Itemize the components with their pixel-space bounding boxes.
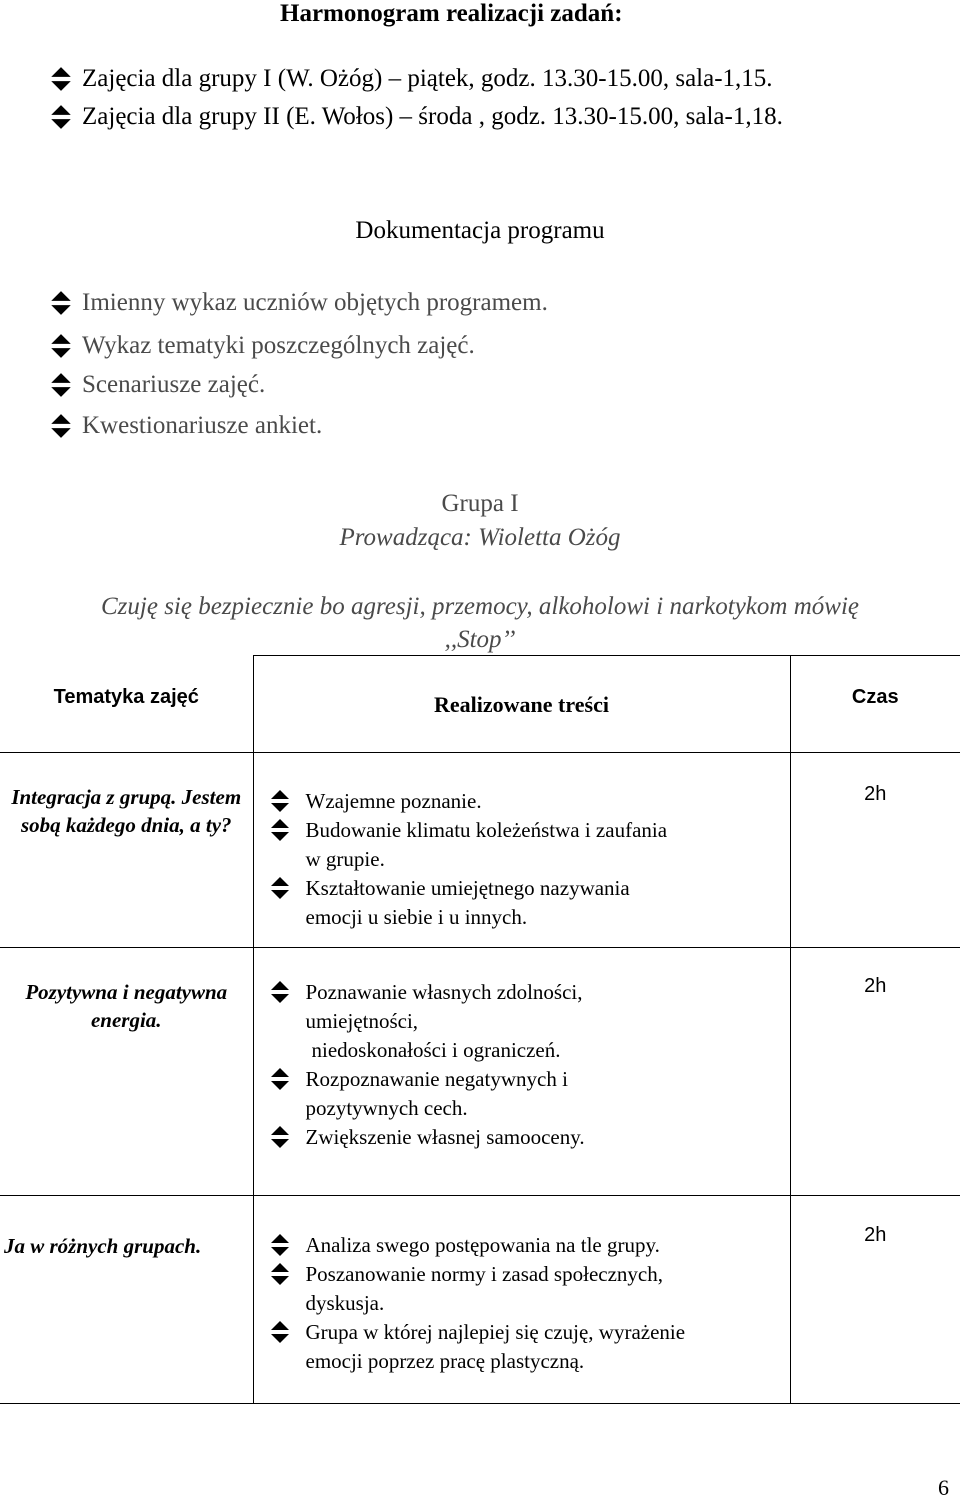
documentation-item-3: Scenariusze zajęć. bbox=[82, 370, 265, 400]
bullet-icon bbox=[270, 1320, 290, 1344]
table-row bbox=[0, 948, 960, 1196]
bullet-icon bbox=[270, 1125, 290, 1149]
list-item: Budowanie klimatu koleżeństwa i zaufania w grupie. bbox=[254, 816, 790, 874]
row-topic: Pozytywna i negatywna energia. bbox=[0, 948, 253, 1034]
table-row bbox=[0, 1196, 960, 1404]
schedule-item-1: Zajęcia dla grupy I (W. Ożóg) – piątek, godz. 13.30-15.00, sala-1,15. bbox=[82, 64, 773, 94]
schedule-heading: Harmonogram realizacji zadań: bbox=[280, 0, 623, 28]
bullet-icon bbox=[270, 980, 290, 1004]
list-item: Grupa w której najlepiej się czuję, wyrażenie emocji poprzez pracę plastyczną. bbox=[254, 1318, 790, 1376]
list-item: Zwiększenie własnej samooceny. bbox=[254, 1123, 790, 1152]
row-topic: Ja w różnych grupach. bbox=[0, 1196, 253, 1260]
bullet-icon bbox=[270, 1262, 290, 1286]
table-header-row bbox=[0, 656, 960, 753]
bullet-icon bbox=[50, 413, 72, 439]
group-leader: Prowadząca: Wioletta Ożóg bbox=[0, 523, 960, 553]
header-topic: Tematyka zajęć bbox=[0, 656, 253, 709]
bullet-icon bbox=[50, 333, 72, 359]
bullet-icon bbox=[270, 1233, 290, 1257]
row-time: 2h bbox=[791, 753, 960, 806]
header-content: Realizowane treści bbox=[254, 656, 790, 718]
bullet-icon bbox=[270, 789, 290, 813]
program-title-stop: ,,Stop’’ bbox=[0, 625, 960, 655]
page-number: 6 bbox=[938, 1475, 949, 1501]
row-topic: Integracja z grupą. Jestem sobą każdego dnia, a ty? bbox=[0, 753, 253, 839]
list-item: Kształtowanie umiejętnego nazywania emocji u siebie i u innych. bbox=[254, 874, 790, 932]
list-item: Rozpoznawanie negatywnych i pozytywnych cech. bbox=[254, 1065, 790, 1123]
documentation-item-4: Kwestionariusze ankiet. bbox=[82, 411, 322, 441]
table-row bbox=[0, 753, 960, 948]
list-item: Poszanowanie normy i zasad społecznych, dyskusja. bbox=[254, 1260, 790, 1318]
documentation-item-2: Wykaz tematyki poszczególnych zajęć. bbox=[82, 331, 475, 361]
documentation-heading: Dokumentacja programu bbox=[0, 216, 960, 246]
bullet-icon bbox=[50, 104, 72, 130]
bullet-icon bbox=[270, 1067, 290, 1091]
row-time: 2h bbox=[791, 1196, 960, 1247]
list-item: Wzajemne poznanie. bbox=[254, 787, 790, 816]
bullet-icon bbox=[270, 876, 290, 900]
schedule-item-2: Zajęcia dla grupy II (E. Wołos) – środa , godz. 13.30-15.00, sala-1,18. bbox=[82, 102, 783, 132]
list-item: Analiza swego postępowania na tle grupy. bbox=[254, 1231, 790, 1260]
bullet-icon bbox=[50, 372, 72, 398]
header-time: Czas bbox=[791, 656, 960, 709]
bullet-icon bbox=[270, 818, 290, 842]
group-title: Grupa I bbox=[0, 489, 960, 519]
topics-table bbox=[0, 655, 960, 1404]
bullet-icon bbox=[50, 66, 72, 92]
documentation-item-1: Imienny wykaz uczniów objętych programem. bbox=[82, 288, 548, 318]
row-time: 2h bbox=[791, 948, 960, 998]
bullet-icon bbox=[50, 290, 72, 316]
list-item: Poznawanie własnych zdolności, umiejętności, niedoskonałości i ograniczeń. bbox=[254, 978, 790, 1065]
program-title: Czuję się bezpiecznie bo agresji, przemocy, alkoholowi i narkotykom mówię bbox=[0, 592, 960, 622]
